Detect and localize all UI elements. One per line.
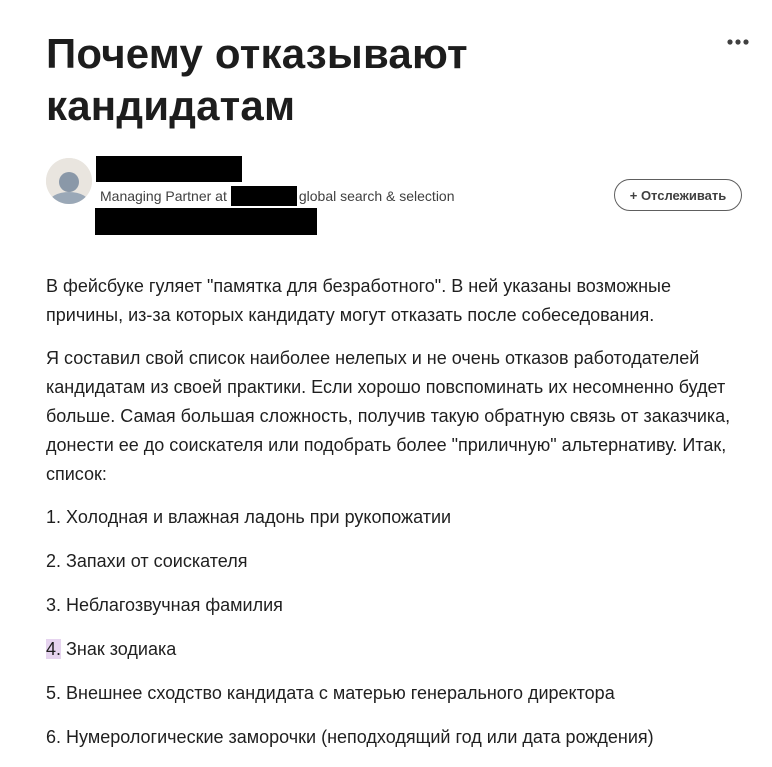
article-body [46, 272, 746, 767]
list-item-number: 6. [46, 727, 62, 747]
list-item-text: Неблагозвучная фамилия [66, 595, 283, 615]
author-headline-prefix: Managing Partner at [100, 188, 227, 204]
company-name-redacted [231, 186, 297, 206]
list-item [46, 591, 746, 620]
article-paragraph: В фейсбуке гуляет "памятка для безработного". В ней указаны возможные причины, из-за которых кандидату могут отказать после собеседования. [46, 276, 671, 325]
list-item-text: Запахи от соискателя [66, 551, 248, 571]
author-name-redacted [96, 156, 242, 182]
list-item-text: Холодная и влажная ладонь при рукопожатии [66, 507, 452, 527]
list-item-text: Знак зодиака [66, 639, 177, 659]
list-item-number: 2. [46, 551, 62, 571]
avatar[interactable] [46, 158, 92, 204]
list-item-text: Нумерологические заморочки (неподходящий год или дата рождения) [66, 727, 654, 747]
more-options-button[interactable] [722, 28, 754, 56]
list-item [46, 679, 746, 708]
article-title: Почему отказывают кандидатам [46, 30, 468, 129]
list-item-number: 3. [46, 595, 62, 615]
article-paragraph: Я составил свой список наиболее нелепых и не очень отказов работодателей кандидатам из своей практики. Если хорошо повспоминать их несомненно будет больше. Самая большая сложность, получив такую обратную связь от заказчика, донести ее до соискателя или подобрать более "приличную" альтернативу. Итак, список: [46, 348, 731, 484]
list-item [46, 503, 746, 532]
author-headline-suffix: global search & selection [298, 188, 455, 204]
list-item [46, 723, 746, 752]
list-item-number-highlighted: 4. [46, 639, 62, 659]
author-subline-redacted [95, 208, 317, 235]
person-silhouette-icon [46, 158, 92, 204]
list-item [46, 547, 746, 576]
ellipsis-icon [727, 39, 749, 45]
list-item [46, 635, 746, 664]
follow-button[interactable]: + Отслеживать [614, 179, 742, 211]
list-item-text: Внешнее сходство кандидата с матерью генерального директора [66, 683, 615, 703]
author-headline [100, 186, 455, 206]
list-item-number: 1. [46, 507, 62, 527]
list-item-number: 5. [46, 683, 62, 703]
